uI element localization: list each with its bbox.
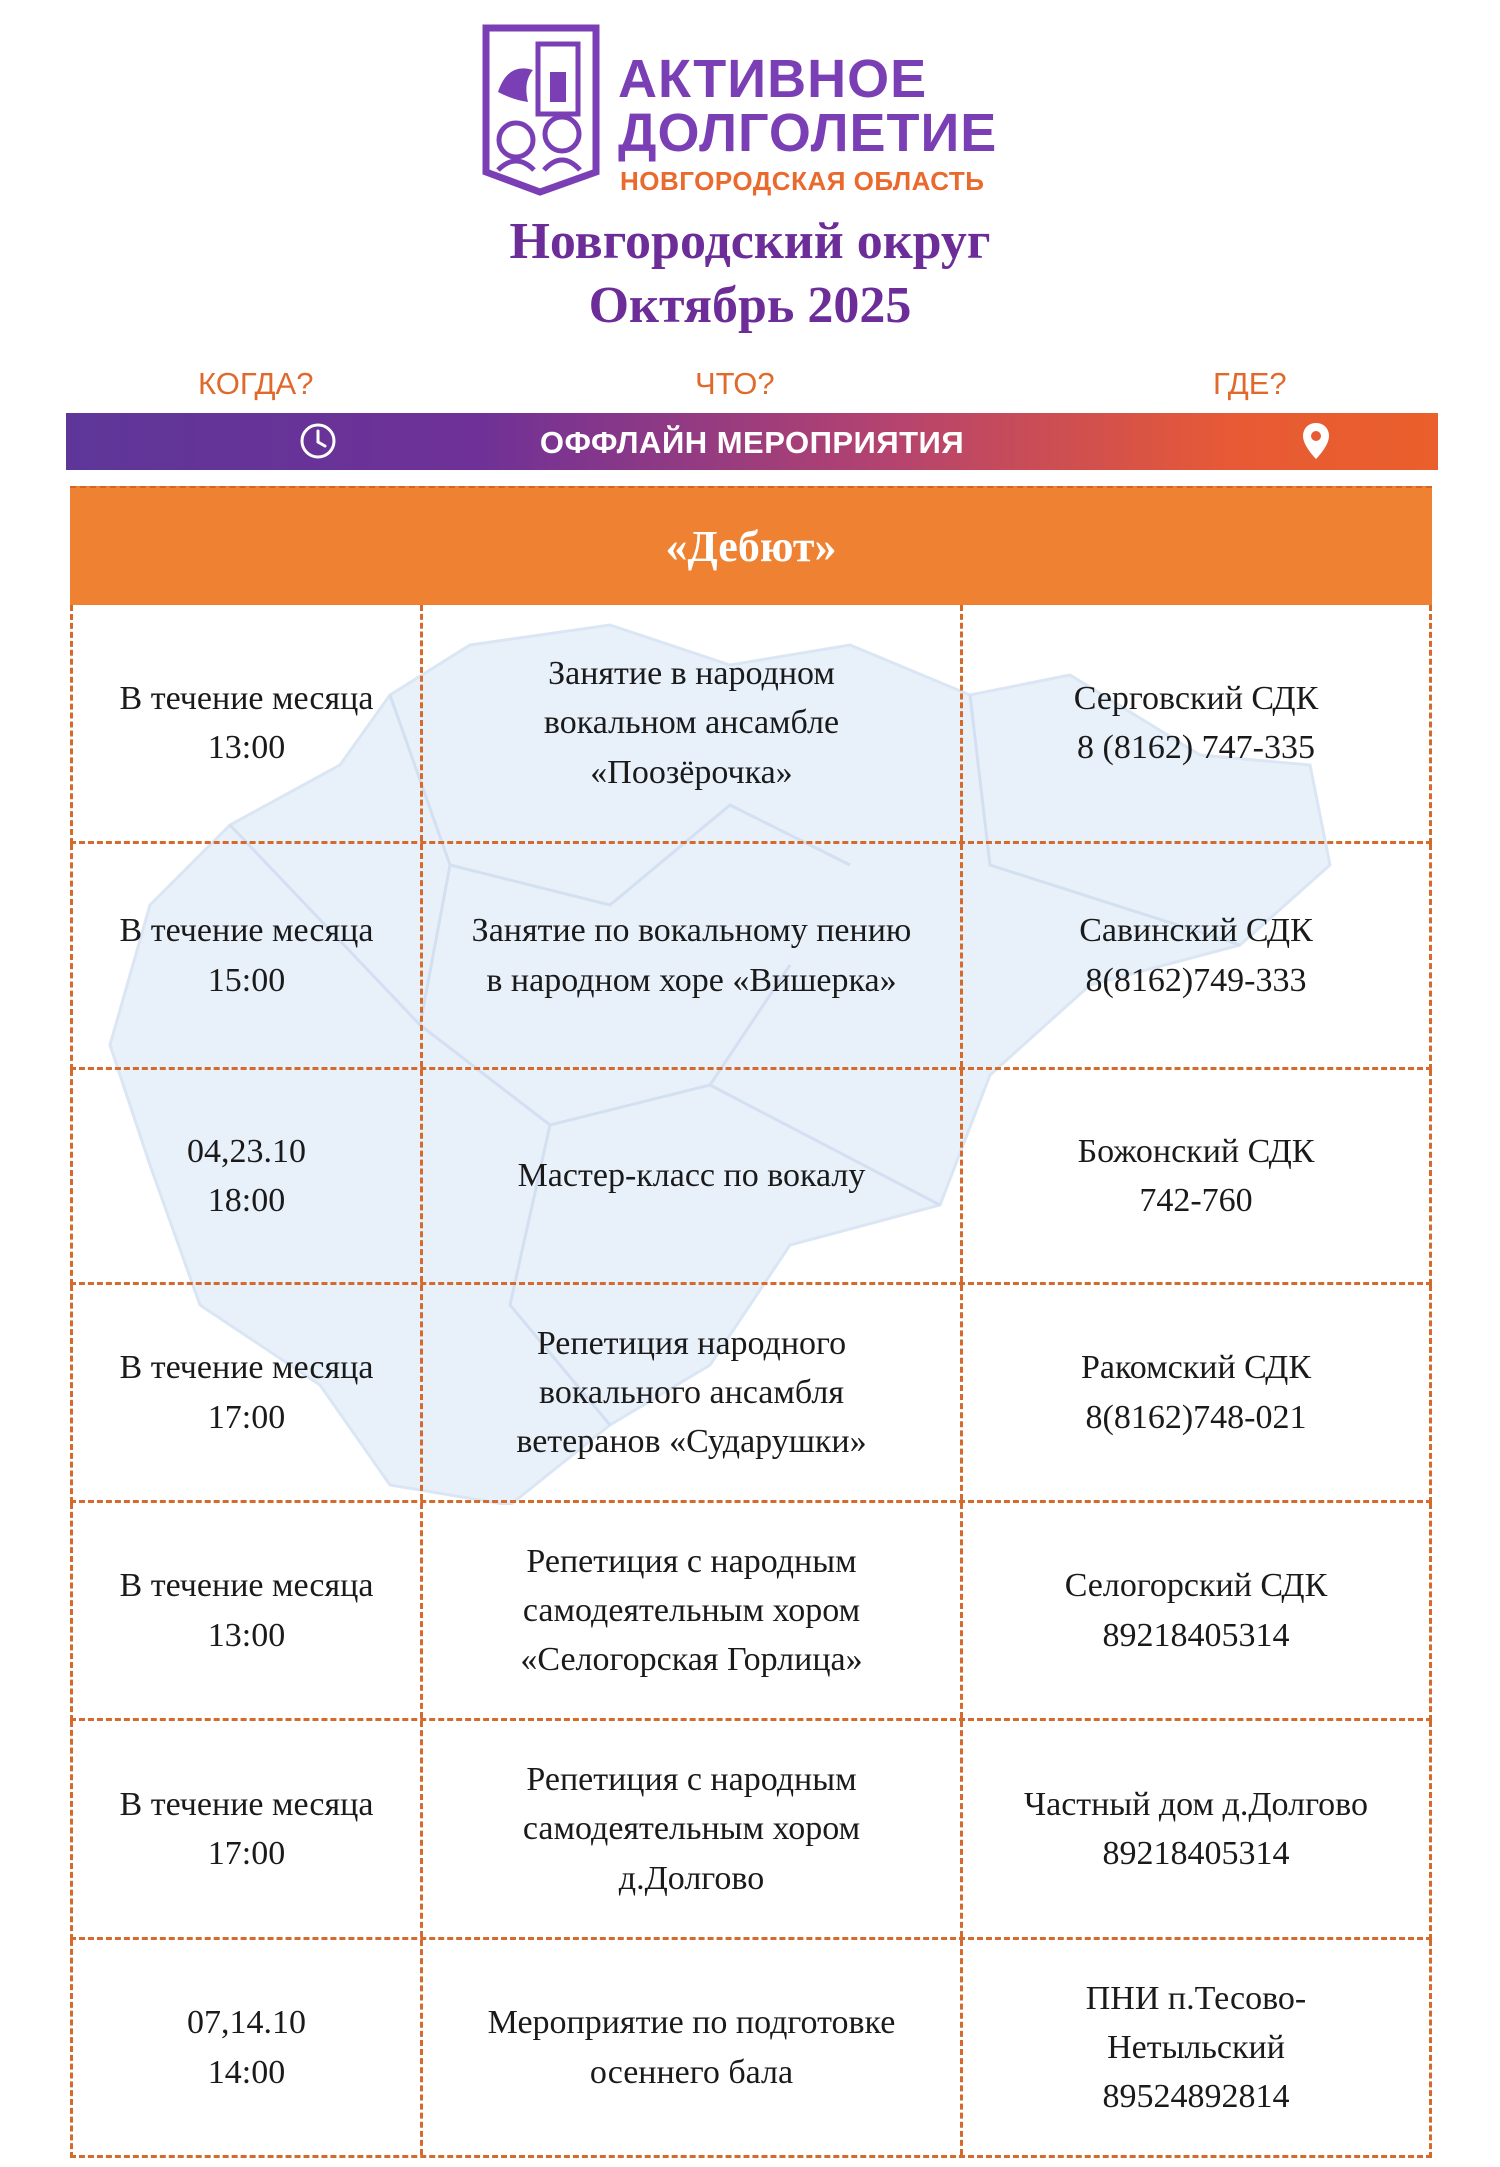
cell-where: Серговский СДК 8 (8162) 747-335: [1073, 679, 1319, 766]
cell-when: В течение месяца 17:00: [73, 1721, 423, 1937]
cell-what: Репетиция с народным самодеятельным хором «Селогорская Горлица»: [423, 1503, 963, 1718]
column-hint-what: ЧТО?: [695, 366, 775, 401]
cell-when: В течение месяца 15:00: [73, 844, 423, 1067]
location-pin-icon: [1301, 421, 1331, 461]
column-hint-when: КОГДА?: [198, 366, 314, 401]
table-row: [70, 1070, 1432, 1285]
logo-emblem-icon: [478, 22, 603, 197]
events-table: [70, 486, 1432, 2158]
table-row: [70, 1285, 1432, 1503]
logo-line-1: АКТИВНОЕ: [618, 49, 928, 109]
cell-what: Репетиция народного вокального ансамбля ветеранов «Сударушки»: [423, 1285, 963, 1500]
cell-where: Савинский СДК 8(8162)749-333: [1079, 912, 1313, 999]
cell-what: Репетиция с народным самодеятельным хором д.Долгово: [423, 1721, 963, 1937]
cell-where: Селогорский СДК 89218405314: [1064, 1567, 1328, 1654]
banner-label: ОФФЛАЙН МЕРОПРИЯТИЯ: [539, 425, 965, 460]
brand-logo: [478, 22, 1038, 197]
table-row: [70, 605, 1432, 844]
offline-events-banner: [66, 413, 1438, 470]
column-hint-where: ГДЕ?: [1213, 366, 1287, 401]
cell-what: Занятие по вокальному пению в народном хоре «Вишерка»: [423, 844, 963, 1067]
cell-when: 07,14.10 14:00: [73, 1940, 423, 2155]
table-row: [70, 1940, 1432, 2158]
cell-where: Частный дом д.Долгово 89218405314: [1024, 1785, 1368, 1872]
page-subtitle: Октябрь 2025: [588, 277, 912, 334]
cell-what: Занятие в народном вокальном ансамбле «Поозёрочка»: [423, 605, 963, 841]
cell-when: 04,23.10 18:00: [73, 1070, 423, 1282]
cell-when: В течение месяца 13:00: [73, 1503, 423, 1718]
logo-line-2: ДОЛГОЛЕТИЕ: [618, 103, 998, 163]
logo-line-3: НОВГОРОДСКАЯ ОБЛАСТЬ: [620, 166, 985, 196]
cell-where: ПНИ п.Тесово- Нетыльский 89524892814: [1085, 1979, 1307, 2116]
cell-when: В течение месяца 17:00: [73, 1285, 423, 1500]
cell-what: Мастер-класс по вокалу: [423, 1070, 963, 1282]
cell-what: Мероприятие по подготовке осеннего бала: [423, 1940, 963, 2155]
page-title: Новгородский округ: [509, 213, 991, 270]
table-row: [70, 1721, 1432, 1940]
table-row: [70, 844, 1432, 1070]
cell-where: Ракомский СДК 8(8162)748-021: [1080, 1349, 1311, 1436]
cell-where: Божонский СДК 742-760: [1077, 1132, 1315, 1219]
cell-when: В течение месяца 13:00: [73, 605, 423, 841]
table-row: [70, 1503, 1432, 1721]
section-header: «Дебют»: [70, 486, 1432, 605]
